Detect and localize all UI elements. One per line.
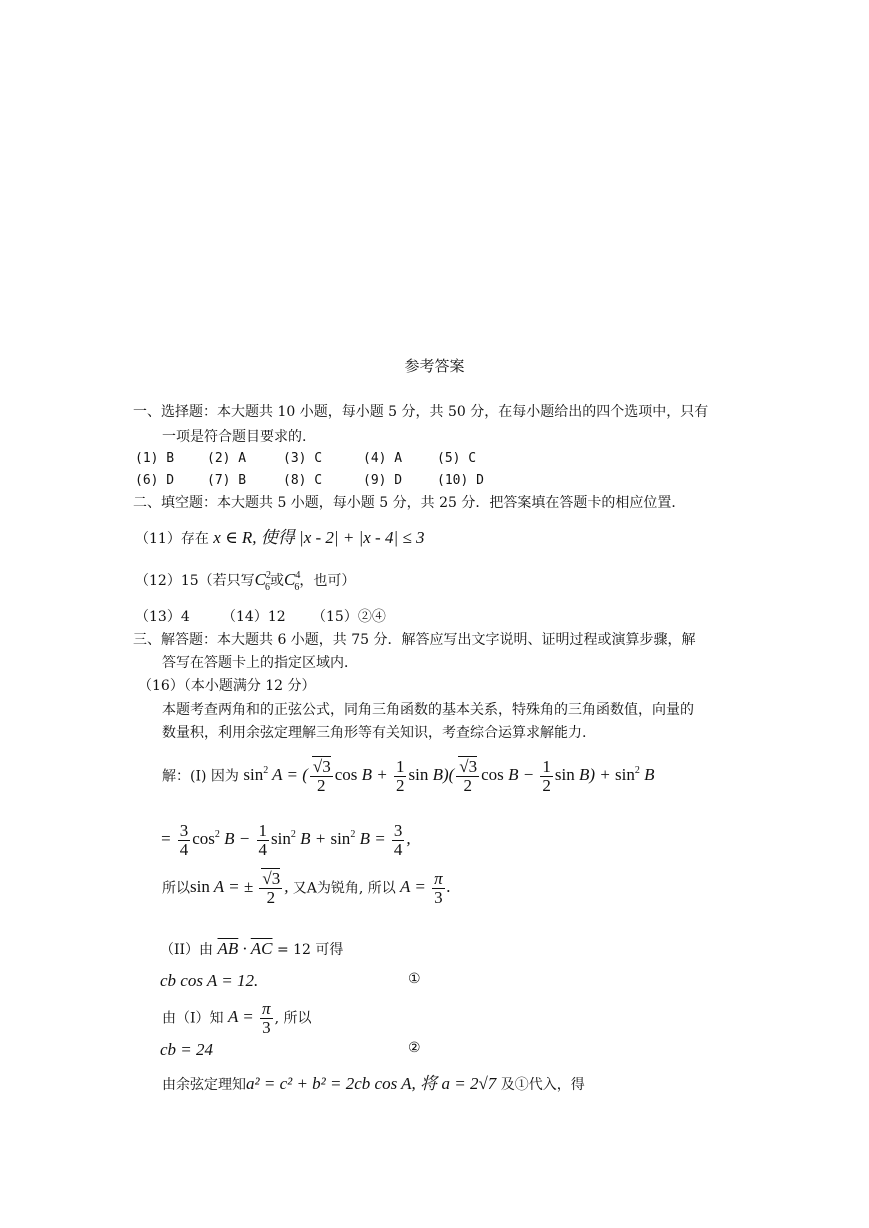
q12-or: 或 [269, 573, 284, 589]
vector-product: $\overline{AB} \cdot \overline{AC}$ [217, 939, 273, 958]
answer-9: (9) D [363, 473, 403, 488]
cosine-law-line [162, 1075, 585, 1092]
section2-heading: 二、填空题：本大题共 5 小题，每小题 5 分，共 25 分．把答案填在答题卡的相应位置． [133, 495, 686, 511]
q12-answer [135, 571, 355, 593]
equation-1: cb cos A = 12. [160, 971, 259, 990]
answer-7: (7) B [207, 473, 247, 488]
solution-line-2 [160, 822, 411, 859]
q11-answer [135, 529, 424, 546]
q13-answer: （13）4 [135, 609, 190, 625]
a-value: a = 2√7 [441, 1074, 497, 1093]
section1-heading-line1: 一、选择题：本大题共 10 小题，每小题 5 分，共 50 分，在每小题给出的四个选项中，只有 [133, 404, 709, 420]
q11-formula: x ∈ R, 使得 |x - 2| + |x - 4| ≤ 3 [213, 528, 425, 547]
q16-intro-line2: 数量积，利用余弦定理解三角形等有关知识，考查综合运算求解能力. [162, 725, 587, 741]
from-part1-line: 由（I）知 A = $\frac{\pi}{3}$ , 所以 [162, 999, 312, 1037]
solution-formula-1: $\sin^2 A$ = ( $\frac{√3}{2}$ cos B + $\frac{1}{2}$ sin B)( $\frac{√3}{2}$ cos B − $\frac{1}{2}$ $\sin B) + \sin^2 B$ [243, 757, 655, 795]
solution-formula-2: = $\frac{3}{4}$ $\cos^2 B$ − $\frac{1}{4}$ $\sin^2 B + \sin^2 B$ = $\frac{3}{4}$ , [160, 821, 411, 859]
from-part1-prefix: 由（I）知 [162, 1010, 224, 1027]
solution-line-3: 所以sin A = ± $\frac{√3}{2}$ , 又A为锐角, 所以 A = $\frac{\pi}{3}$ . [162, 869, 451, 907]
cosine-law-formula: a² = c² + b² = 2cb cos A, 将 [246, 1074, 438, 1093]
q15-answer: （15）②④ [312, 609, 386, 625]
answer-1: (1) B [135, 451, 175, 466]
solution-line-1 [162, 758, 655, 795]
answer-2: (2) A [207, 451, 247, 466]
section3-heading-line1: 三、解答题：本大题共 6 小题，共 75 分．解答应写出文字说明、证明过程或演算步骤，解 [133, 632, 696, 648]
solution-prefix: 解：(I) 因为 [162, 768, 239, 785]
solution-formula-3: sin A = ± $\frac{√3}{2}$ , [190, 869, 293, 907]
answer-10: (10) D [437, 473, 484, 488]
equation-2: cb = 24 [160, 1040, 214, 1059]
cosine-law-tail: 及①代入，得 [500, 1077, 585, 1093]
answer-5: (5) C [437, 451, 477, 466]
q16-intro-line1: 本题考查两角和的正弦公式，同角三角函数的基本关系，特殊角的三角函数值，向量的 [162, 702, 694, 718]
answer-4: (4) A [363, 451, 403, 466]
page-title: 参考答案 [404, 357, 465, 375]
cosine-law-prefix: 由余弦定理知 [162, 1077, 246, 1093]
part2-mid: = 12 可得 [276, 942, 344, 958]
q14-answer: （14）12 [222, 609, 286, 625]
acute-angle-text: 又A为锐角, 所以 [292, 880, 396, 897]
q12-label: （12）15（若只写 [135, 573, 255, 589]
from-part1-suffix: , 所以 [274, 1010, 312, 1027]
part2-prefix: （II）由 [160, 942, 214, 958]
answer-6: (6) D [135, 473, 175, 488]
so-prefix: 所以 [162, 880, 190, 897]
answer-8: (8) C [283, 473, 323, 488]
equation-1-mark: ① [408, 971, 421, 987]
section1-heading-line2: 一项是符合题目要求的. [162, 429, 307, 445]
q12-combination-1: $C^2_6$ [254, 570, 271, 593]
q16-title: （16）（本小题满分 12 分） [138, 678, 316, 694]
equation-2-mark: ② [408, 1040, 421, 1056]
part2-line [160, 940, 343, 957]
q12-combination-2: $C^4_6$ [283, 570, 301, 593]
section3-heading-line2: 答写在答题卡上的指定区域内． [162, 655, 358, 671]
q12-tail: ，也可） [299, 573, 356, 589]
q11-label: （11）存在 [135, 531, 209, 547]
answer-3: (3) C [283, 451, 323, 466]
